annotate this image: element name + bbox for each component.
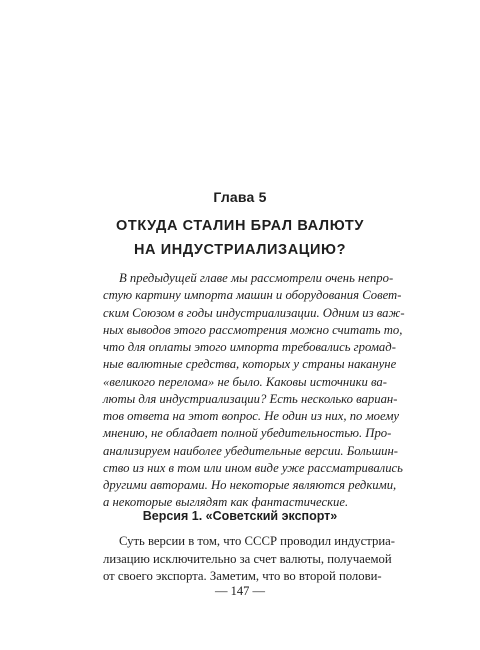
intro-line: другими авторами. Но некоторые являются редкими, <box>103 478 397 492</box>
intro-line: мнению, не обладает полной убедительностью. Про- <box>103 426 392 441</box>
intro-line: ных выводов этого рассмотрения можно считать то, <box>103 322 403 337</box>
intro-line: а некоторые выглядят как фантастические. <box>103 495 349 510</box>
intro-line: что для оплаты этого импорта требовались громад- <box>103 340 396 354</box>
chapter-label: Глава 5 <box>213 189 267 205</box>
intro-line: ство из них в том или ином виде уже рассматривались <box>103 460 403 475</box>
intro-line: тов ответа на этот вопрос. Не один из них, по моему <box>103 409 400 423</box>
intro-line: «великого перелома» не было. Каковы источники ва- <box>103 374 388 389</box>
chapter-title-line: ОТКУДА СТАЛИН БРАЛ ВАЛЮТУ <box>116 218 364 234</box>
intro-line: стую картину импорта машин и оборудования Совет- <box>103 288 402 303</box>
chapter-title-line: НА ИНДУСТРИАЛИЗАЦИЮ? <box>133 242 347 258</box>
body-line: от своего экспорта. Заметим, что во второй полови- <box>103 569 382 584</box>
body-paragraph <box>103 533 393 586</box>
intro-line: анализируем наиболее убедительные версии. Большин- <box>103 443 399 458</box>
body-line: лизацию исключительно за счет валюты, получаемой <box>103 551 392 566</box>
intro-line: ским Союзом в годы индустриализации. Одним из важ- <box>103 305 405 320</box>
intro-line: люты для индустриализации? Есть несколько вариан- <box>103 391 398 406</box>
body-line: Суть версии в том, что СССР проводил индустриа- <box>119 534 395 548</box>
chapter-intro <box>103 270 405 512</box>
intro-line: В предыдущей главе мы рассмотрели очень непро- <box>119 271 394 285</box>
intro-line: ные валютные средства, которых у страны накануне <box>103 357 397 372</box>
section-heading: Версия 1. «Советский экспорт» <box>142 509 338 523</box>
page-number: — 147 — <box>215 584 265 598</box>
chapter-title <box>0 214 480 262</box>
